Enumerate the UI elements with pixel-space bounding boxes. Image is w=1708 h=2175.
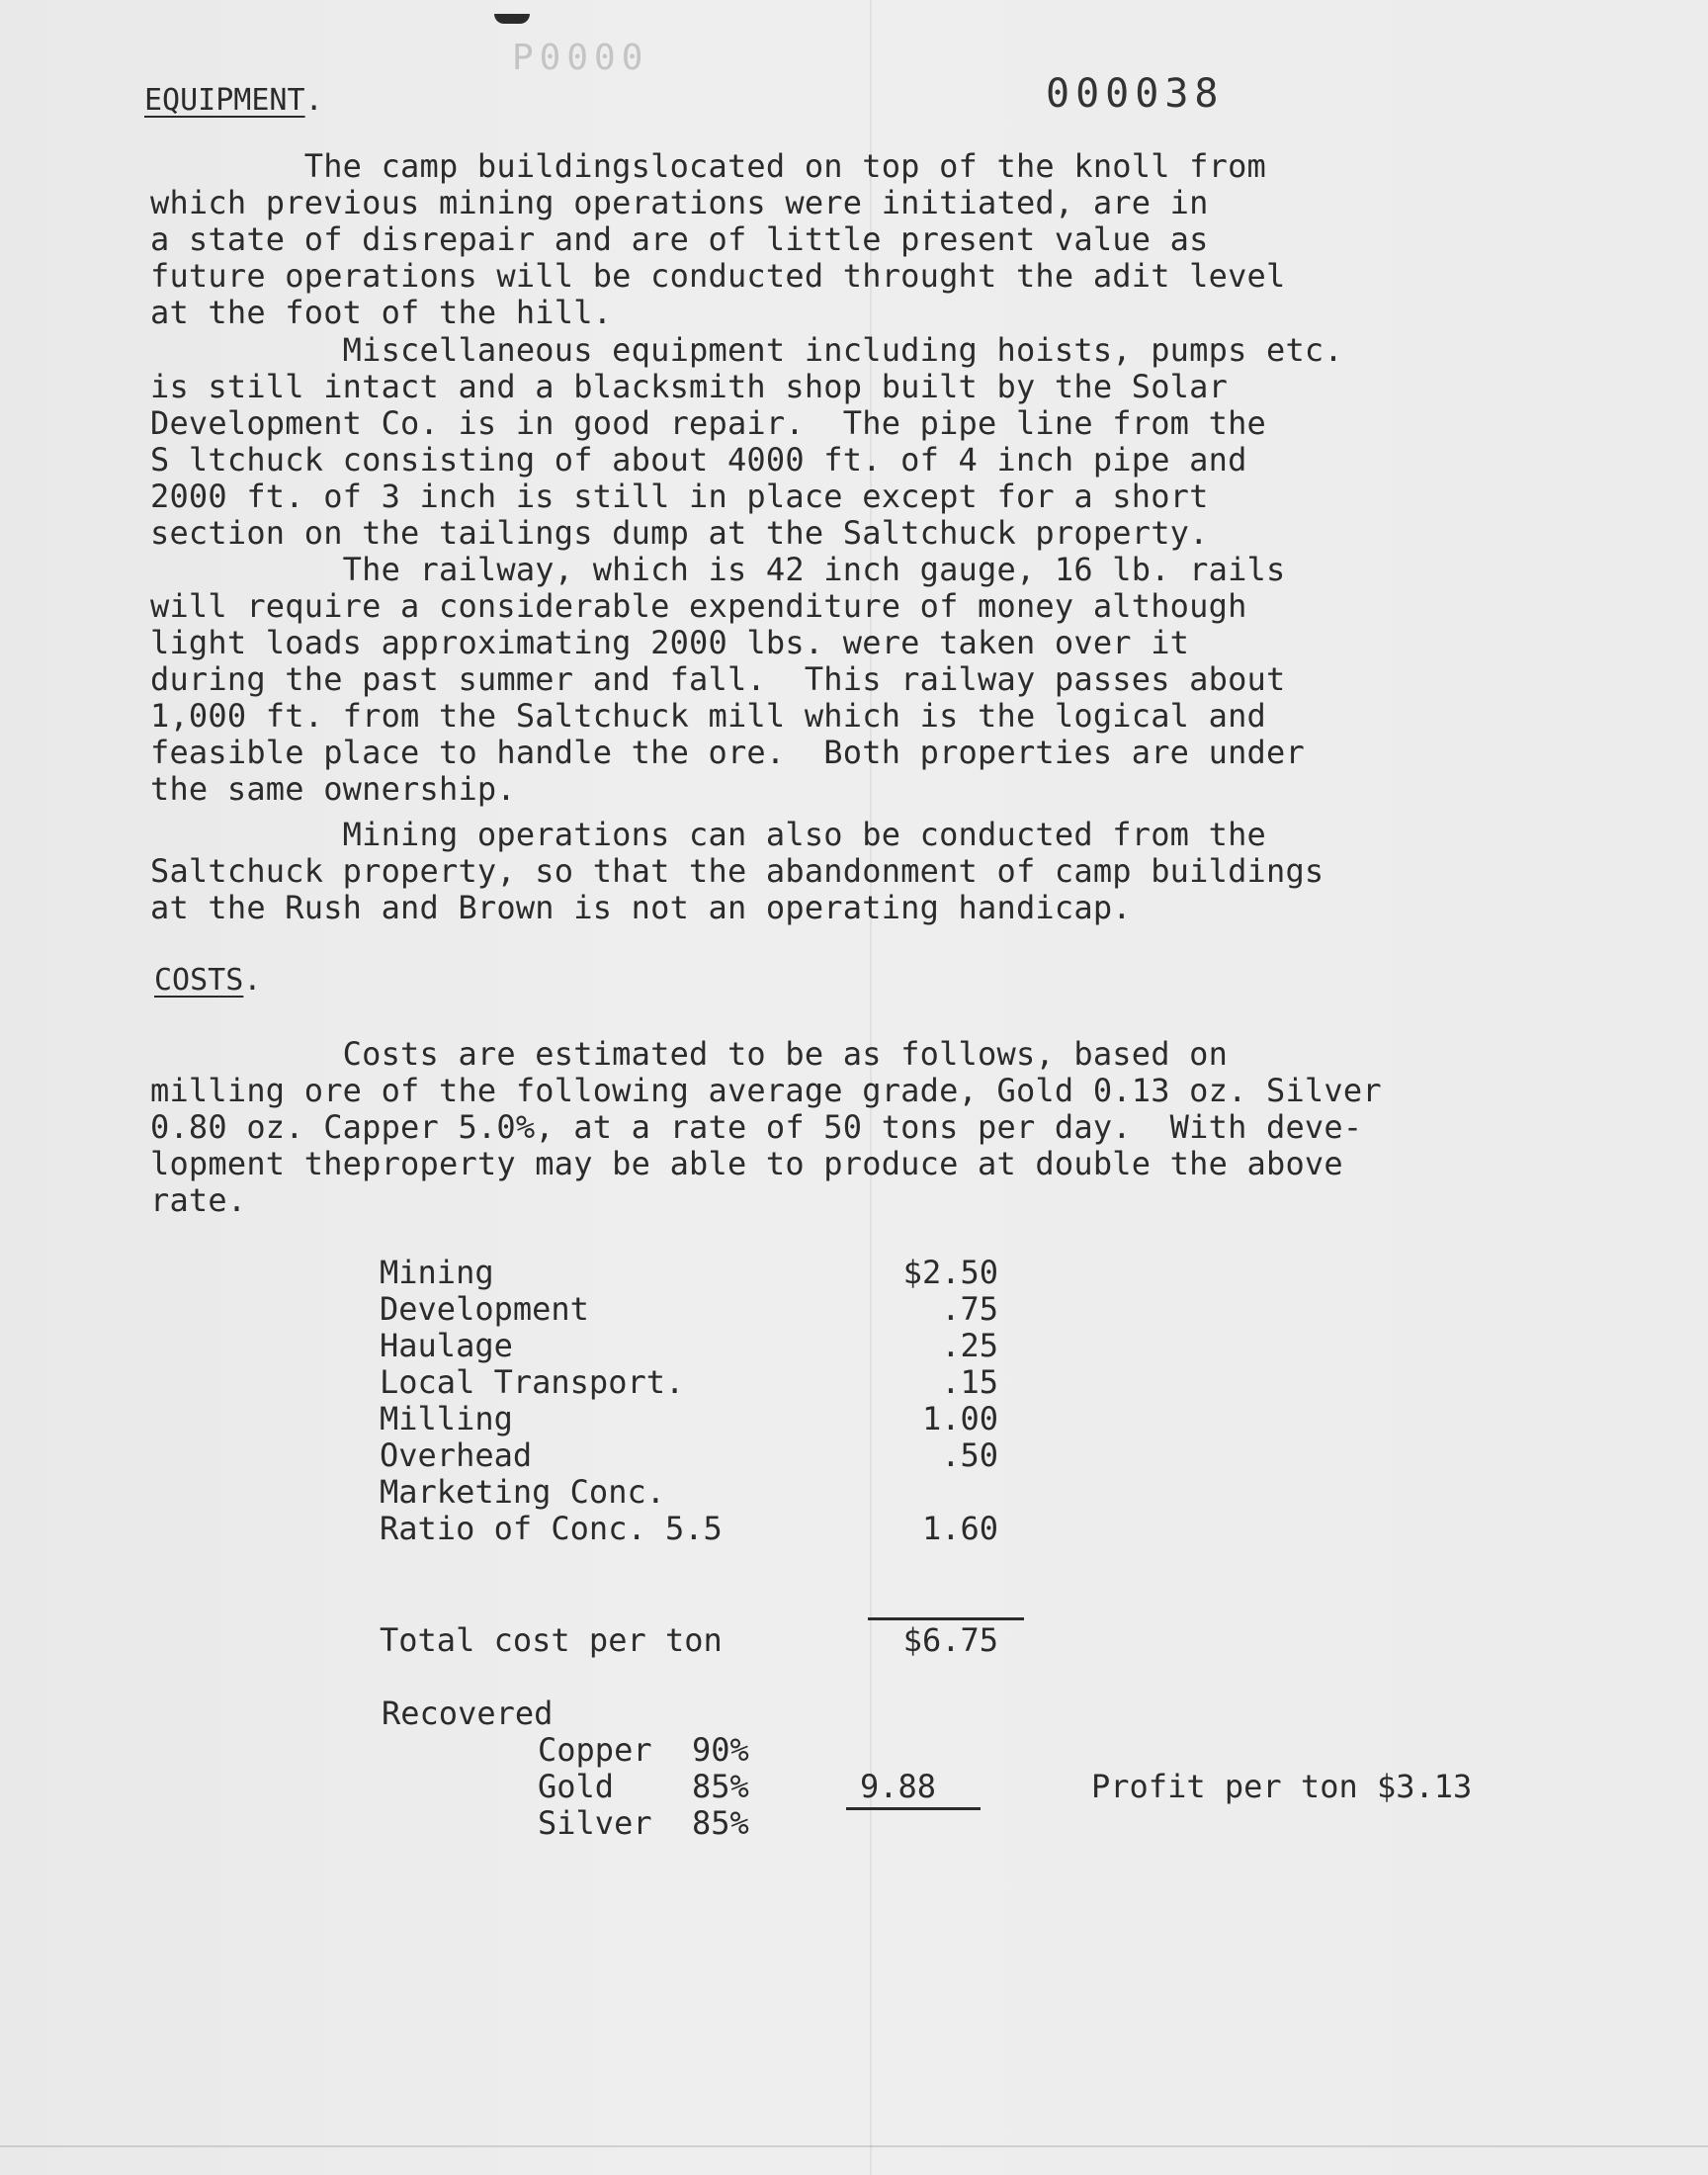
- costs-heading: [154, 963, 261, 998]
- cost-item-value: $2.50: [902, 1254, 998, 1291]
- equipment-paragraph-3: The railway, which is 42 inch gauge, 16 lb. rails will require a considerable expenditure of money although light loads approximating 2000 lbs. were taken over it during the past summer and fall. This railway passes about 1,000 ft. from the Saltchuck mill which is the logical and feasible place to handle the ore. Both properties are under the same ownership.: [150, 551, 1305, 808]
- equipment-heading-suffix: .: [304, 83, 323, 118]
- recovered-label: Recovered: [382, 1695, 554, 1732]
- recovered-value: 9.88: [860, 1768, 937, 1805]
- cost-item-label: Overhead: [380, 1436, 533, 1474]
- equipment-paragraph-1: The camp buildingslocated on top of the knoll from which previous mining operations were initiated, are in a state of disrepair and are of little present value as future operations will be conducted throught the adit level at the foot of the hill.: [150, 147, 1286, 331]
- recovered-metal: Gold: [538, 1768, 615, 1805]
- total-cost-label: Total cost per ton: [380, 1621, 723, 1659]
- scan-edge-line: [0, 2145, 1708, 2147]
- cost-item-label: Mining: [380, 1254, 494, 1291]
- binding-mark: [494, 14, 530, 24]
- equipment-heading-text: EQUIPMENT: [144, 83, 305, 118]
- total-cost-value: $6.75: [902, 1621, 998, 1659]
- equipment-paragraph-4: Mining operations can also be conducted from the Saltchuck property, so that the abandonment of camp buildings at the Rush and Brown is not an operating handicap.: [150, 816, 1324, 926]
- cost-item-label: Marketing Conc.: [380, 1473, 665, 1511]
- cost-item-value: .50: [941, 1436, 998, 1474]
- cost-item-value: 1.00: [921, 1400, 998, 1437]
- cost-item-value: .15: [941, 1363, 998, 1401]
- cost-item-label: Ratio of Conc. 5.5: [380, 1510, 723, 1547]
- recovered-percent: 90%: [692, 1731, 749, 1769]
- recovered-percent: 85%: [692, 1768, 749, 1805]
- cost-item-value: .75: [941, 1290, 998, 1328]
- document-number: 000038: [1046, 71, 1225, 117]
- recovered-percent: 85%: [692, 1804, 749, 1842]
- cost-item-label: Milling: [380, 1400, 513, 1437]
- equipment-paragraph-2: Miscellaneous equipment including hoists, pumps etc. is still intact and a blacksmith shop built by the Solar Development Co. is in good repair. The pipe line from the S ltchuck consisting of about 4000 ft. of 4 inch pipe and 2000 ft. of 3 inch is still in place except for a short section on the tailings dump at the Saltchuck property.: [150, 331, 1343, 552]
- equipment-heading: [144, 83, 323, 118]
- recovered-metal: Copper: [538, 1731, 652, 1769]
- profit-per-ton: Profit per ton $3.13: [1091, 1768, 1473, 1805]
- cost-item-value: .25: [941, 1327, 998, 1364]
- recovered-metal: Silver: [538, 1804, 652, 1842]
- costs-heading-suffix: .: [243, 963, 262, 998]
- faint-stamp-number: P0000: [512, 38, 649, 78]
- cost-item-label: Development: [380, 1290, 589, 1328]
- cost-item-label: Haulage: [380, 1327, 513, 1364]
- recovered-value-rule: [846, 1807, 981, 1810]
- cost-item-value: 1.60: [921, 1510, 998, 1547]
- cost-item-label: Local Transport.: [380, 1363, 685, 1401]
- costs-intro-paragraph: Costs are estimated to be as follows, based on milling ore of the following average grade, Gold 0.13 oz. Silver 0.80 oz. Capper 5.0%, at a rate of 50 tons per day. With deve- lopment theproperty may be able to produce at double the above rate.: [150, 1035, 1382, 1219]
- costs-heading-text: COSTS: [154, 963, 244, 998]
- total-rule: [868, 1617, 1024, 1620]
